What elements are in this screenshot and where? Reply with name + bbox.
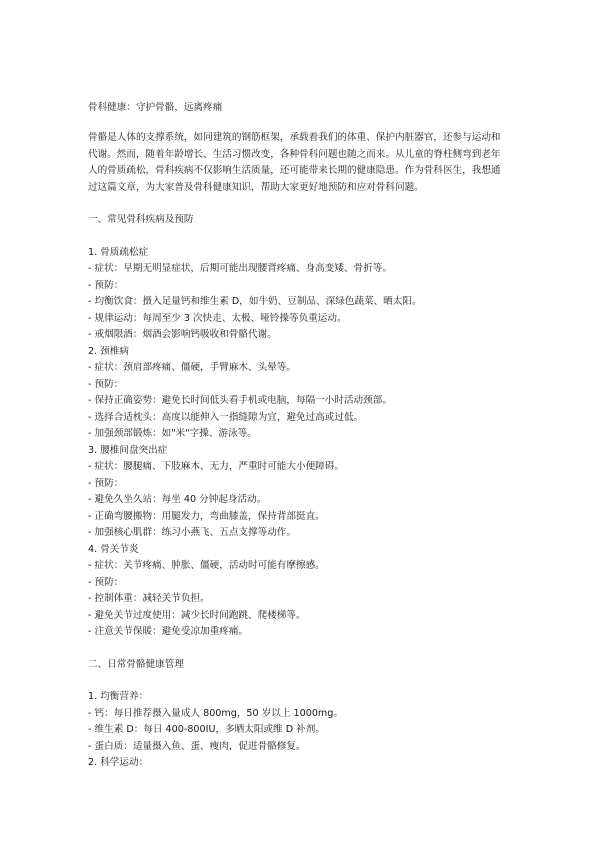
section-heading: 一、常见骨科疾病及预防 bbox=[88, 214, 194, 225]
intro-paragraph: 骨骼是人体的支撑系统，如同建筑的钢筋框架，承载着我们的体重、保护内脏器官，还参与运动和代谢。然而，随着年龄增长、生活习惯改变，各种骨科问题也随之而来。从儿童的脊柱侧弯到老年人的骨质疏松，骨科疾病不仅影响生活质量，还可能带来长期的健康隐患。作为骨科医生，我想通过这篇文章，为大家普及骨科健康知识，帮助大家更好地预防和应对骨科问题。 bbox=[88, 132, 501, 193]
section-heading: 二、日常骨骼健康管理 bbox=[88, 658, 184, 670]
list-line: 1. 骨质疏松症 bbox=[88, 246, 149, 258]
list-line: - 控制体重：减轻关节负担。 bbox=[88, 593, 210, 604]
list-line: - 预防： bbox=[88, 576, 124, 588]
list-line: 2. 科学运动： bbox=[88, 757, 149, 768]
list-line: - 均衡饮食：摄入足量钙和维生素 D，如牛奶、豆制品、深绿色蔬菜、晒太阳。 bbox=[88, 296, 422, 307]
list-line: - 避免久坐久站：每坐 40 分钟起身活动。 bbox=[88, 494, 267, 505]
list-line: 4. 骨关节炎 bbox=[88, 543, 139, 555]
list-line: - 症状：颈肩部疼痛、僵硬，手臂麻木、头晕等。 bbox=[88, 362, 296, 373]
section-body bbox=[88, 245, 510, 641]
list-line: - 正确弯腰搬物：用腿发力，弯曲膝盖，保持背部挺直。 bbox=[88, 510, 325, 522]
list-line: 2. 颈椎病 bbox=[88, 345, 129, 357]
list-line: - 加强核心肌群：练习小燕飞、五点支撑等动作。 bbox=[88, 527, 296, 538]
list-line: - 加强颈部锻炼：如"米"字操、游泳等。 bbox=[88, 428, 257, 439]
section-body bbox=[88, 689, 510, 772]
list-line: - 预防： bbox=[88, 378, 124, 390]
list-line: - 钙：每日推荐摄入量成人 800mg，50 岁以上 1000mg。 bbox=[88, 707, 343, 719]
list-line: - 注意关节保暖：避免受凉加重疼痛。 bbox=[88, 626, 249, 637]
list-line: - 症状：早期无明显症状，后期可能出现腰背疼痛、身高变矮、骨折等。 bbox=[88, 263, 392, 274]
list-line: - 保持正确姿势：避免长时间低头看手机或电脑，每隔一小时活动颈部。 bbox=[88, 395, 392, 406]
document-title: 骨科健康：守护骨骼，远离疼痛 bbox=[88, 102, 223, 113]
list-line: - 预防： bbox=[88, 279, 124, 291]
list-line: - 选择合适枕头：高度以能伸入一指缝隙为宜，避免过高或过低。 bbox=[88, 411, 364, 423]
list-line: - 蛋白质：适量摄入鱼、蛋、瘦肉，促进骨骼修复。 bbox=[88, 740, 306, 752]
list-line: 3. 腰椎间盘突出症 bbox=[88, 444, 168, 456]
list-line: - 维生素 D：每日 400-800IU，多晒太阳或维 D 补剂。 bbox=[88, 724, 325, 735]
list-line: - 症状：腰腿痛、下肢麻木、无力，严重时可能大小便障碍。 bbox=[88, 461, 344, 472]
list-line: - 戒烟限酒：烟酒会影响钙吸收和骨骼代谢。 bbox=[88, 329, 277, 340]
list-line: - 避免关节过度使用：减少长时间跑跳、爬楼梯等。 bbox=[88, 609, 306, 621]
list-line: - 症状：关节疼痛、肿胀、僵硬，活动时可能有摩擦感。 bbox=[88, 560, 325, 571]
list-line: 1. 均衡营养： bbox=[88, 691, 149, 702]
list-line: - 规律运动：每周至少 3 次快走、太极、哑铃操等负重运动。 bbox=[88, 312, 347, 324]
list-line: - 预防： bbox=[88, 477, 124, 489]
